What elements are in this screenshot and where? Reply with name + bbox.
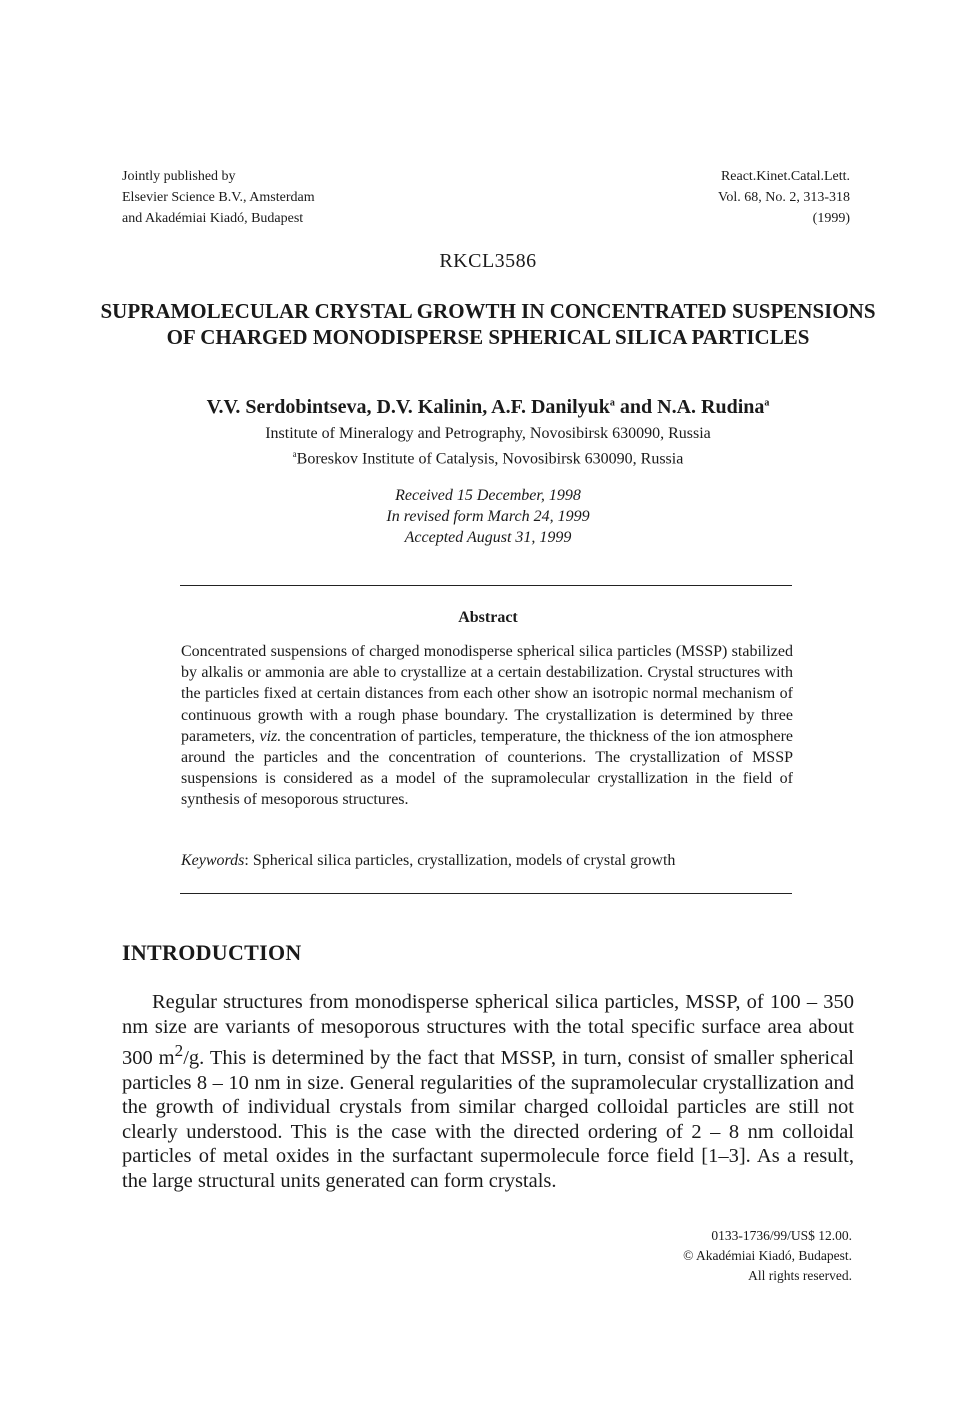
abstract-text-part: the concentration of particles, temperature, the thickness of the ion atmosphere around the particles and the concentration of counterions. The crystallization of MSSP suspensions is considered as a model of the supramolecular crystallization in the field of synthesis of mesoporous structures. [181,727,794,809]
intro-text-part: /g. This is determined by the fact that MSSP, in turn, consist of smaller spherical particles 8 – 10 nm in size. General regularities of the supramolecular crystallization and the growth of individual crystals from similar charged colloidal particles are still not clearly understood. This is the case with the directed ordering of 2 – 8 nm colloidal particles of metal oxides in the surfactant supermolecule force field [1–3]. As a result, the large structural units generated can form crystals. [122,1047,855,1192]
copyright-line: 0133-1736/99/US$ 12.00. [711,1228,852,1243]
keywords-label: Keywords [181,852,245,869]
author-names: and N.A. Rudina [614,396,765,418]
introduction-paragraph [122,990,854,1194]
affiliation-mark: a [292,449,297,459]
journal-info [718,166,850,229]
publisher-line: Jointly published by [122,169,236,184]
copyright-notice [683,1226,852,1286]
publisher-info [122,166,315,229]
superscript: 2 [174,1041,184,1061]
article-title: SUPRAMOLECULAR CRYSTAL GROWTH IN CONCENTRATED SUSPENSIONS OF CHARGED MONODISPERSE SPHERICAL SILICA PARTICLES [100,299,876,349]
affiliation-mark: a [609,397,615,409]
article-code: RKCL3586 [439,250,537,272]
abstract-top-divider [180,585,792,586]
affiliation-second-text: Boreskov Institute of Catalysis, Novosibirsk 630090, Russia [296,450,684,468]
publisher-line: Elsevier Science B.V., Amsterdam [122,190,315,205]
keywords [181,850,793,871]
author-list [0,396,976,419]
date-received: Received 15 December, 1998 [395,487,581,504]
abstract-bottom-divider [180,893,792,894]
affiliation-first: Institute of Mineralogy and Petrography, Novosibirsk 630090, Russia [265,425,711,442]
abstract-text [181,641,793,811]
abstract-heading: Abstract [458,609,518,626]
author-names: V.V. Serdobintseva, D.V. Kalinin, A.F. Danilyuk [206,396,610,418]
copyright-line: © Akadémiai Kiadó, Budapest. [683,1248,852,1263]
journal-line: Vol. 68, No. 2, 313-318 [718,190,850,205]
copyright-line: All rights reserved. [748,1268,852,1283]
article-dates [0,485,976,548]
section-heading-introduction: INTRODUCTION [122,940,302,965]
journal-line: React.Kinet.Catal.Lett. [720,169,850,184]
affiliation-second [0,444,976,469]
publisher-line: and Akadémiai Kiadó, Budapest [122,211,304,226]
affiliations [0,424,976,469]
affiliation-mark: a [764,397,770,409]
journal-line: (1999) [812,211,850,226]
abstract-text-part: Concentrated suspensions of charged monodisperse spherical silica particles (MSSP) stabilized by alkalis or ammonia are able to crystallize at a certain destabilization. Crystal structures with the particles fixed at certain distances from each other show an isotropic normal mechanism of continuous growth with a rough phase boundary. The crystallization is determined by three parameters, [181,643,793,745]
date-revised: In revised form March 24, 1999 [386,508,590,525]
abstract-viz: viz. [259,727,282,745]
intro-text-part: Regular structures from monodisperse spherical silica particles, MSSP, of 100 – 350 nm size are variants of mesoporous structures with the total specific surface area about 300 m [122,991,854,1070]
keywords-text: : Spherical silica particles, crystallization, models of crystal growth [244,852,676,869]
date-accepted: Accepted August 31, 1999 [404,529,572,546]
